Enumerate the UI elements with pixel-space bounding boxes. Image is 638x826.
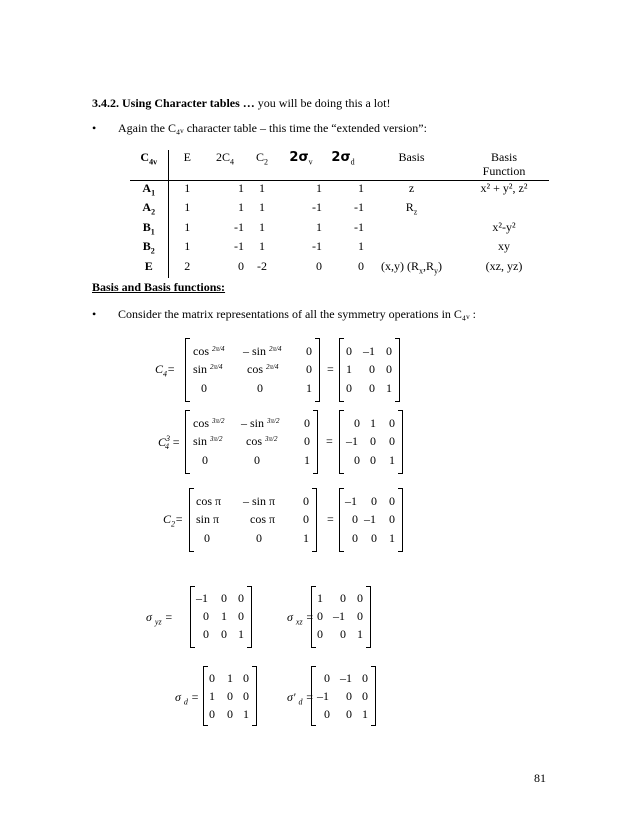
matrix-cell: 0 — [317, 627, 323, 641]
matrix-cell: 0 — [304, 416, 310, 430]
table-cell: 2 — [184, 258, 191, 273]
matrix-cell: 0 — [303, 512, 309, 526]
right-bracket — [395, 338, 400, 402]
left-bracket — [339, 410, 344, 474]
left-bracket — [311, 586, 316, 648]
table-cell: -2 — [257, 258, 267, 273]
basis-function-cell — [459, 200, 549, 219]
left-bracket — [190, 586, 195, 648]
matrix-cell: –1 — [363, 344, 375, 358]
matrix-cell: 0 — [304, 434, 310, 448]
header-basis: Basis — [398, 150, 425, 164]
left-bracket — [339, 338, 344, 402]
matrix-cell: 0 — [352, 531, 358, 545]
matrix-cell: cos $^{3\pi/2}$ — [193, 416, 225, 430]
table-cell: 1 — [259, 200, 265, 215]
irrep-label: $B_1$ — [130, 220, 168, 239]
irrep-label: E — [130, 259, 168, 278]
matrix-cell: 0 — [346, 344, 352, 358]
table-cell: 1 — [316, 219, 322, 234]
right-bracket — [398, 410, 403, 474]
matrix-cell: – sin $^{3\pi/2}$ — [241, 416, 280, 430]
table-cell: 0 — [358, 258, 364, 273]
matrix-cell: 1 — [303, 531, 309, 545]
matrix-cell: 0 — [324, 707, 330, 721]
matrix-cell: 0 — [370, 434, 376, 448]
basis-section-title: Basis and Basis functions: — [92, 280, 226, 294]
bullet-icon: • — [92, 121, 97, 135]
matrix-cell: 0 — [221, 627, 227, 641]
table-cell: -1 — [354, 219, 364, 234]
matrix-cell: 0 — [227, 689, 233, 703]
matrix-cell: 0 — [204, 531, 210, 545]
matrix-cell: 0 — [386, 362, 392, 376]
table-cell: 1 — [238, 200, 244, 215]
matrix-cell: 0 — [346, 707, 352, 721]
matrix-cell: 0 — [243, 671, 249, 685]
matrix-cell: 0 — [370, 453, 376, 467]
matrix-label: σ $_{xz}$ = — [287, 610, 314, 627]
matrix-cell: 0 — [340, 627, 346, 641]
table-cell: 1 — [358, 239, 364, 254]
matrix-cell: 0 — [243, 689, 249, 703]
matrix-cell: 0 — [352, 512, 358, 526]
matrix-cell: 0 — [371, 494, 377, 508]
section-heading — [92, 96, 390, 111]
matrix-cell: 0 — [369, 362, 375, 376]
matrix-cell: 1 — [304, 453, 310, 467]
matrix-c4-cubed — [158, 410, 488, 476]
table-cell: 1 — [184, 219, 191, 234]
matrix-cell: cos π — [250, 512, 276, 526]
table-cell: 1 — [206, 181, 244, 201]
matrix-cell: 0 — [346, 381, 352, 395]
table-cell: 1 — [184, 200, 191, 215]
character-table — [130, 150, 549, 278]
irrep-label: $A_2$ — [130, 200, 168, 219]
matrix-cell: 1 — [306, 381, 312, 395]
matrix-cell: 0 — [306, 362, 312, 376]
table-cell: 1 — [259, 239, 265, 254]
right-bracket — [371, 666, 376, 726]
matrix-cell: 0 — [202, 453, 208, 467]
table-row — [130, 220, 549, 239]
matrix-cell: –1 — [340, 671, 352, 685]
table-row — [130, 200, 549, 219]
matrix-cell: 1 — [209, 689, 215, 703]
table-cell: 1 — [168, 181, 206, 201]
right-bracket — [252, 666, 257, 726]
basis-cell — [364, 239, 459, 258]
matrix-cell: 0 — [389, 512, 395, 526]
matrix-cell: 1 — [227, 671, 233, 685]
matrix-cell: – sin $^{2\pi/4}$ — [243, 344, 282, 358]
header-group: $C_{4v}$ — [130, 150, 168, 181]
matrix-cell: 1 — [243, 707, 249, 721]
table-cell: 0 — [238, 258, 244, 273]
matrix-cell: sin $^{3\pi/2}$ — [193, 434, 223, 448]
bullet-item — [92, 307, 552, 323]
matrix-cell: 0 — [238, 609, 244, 623]
matrix-sigma-xz — [287, 586, 407, 652]
header-e: E — [183, 150, 191, 164]
basis-function-cell: xy — [498, 239, 510, 254]
matrix-cell: sin π — [196, 512, 220, 526]
matrix-cell: 0 — [362, 671, 368, 685]
matrix-cell: 0 — [389, 434, 395, 448]
right-bracket — [366, 586, 371, 648]
irrep-label: $A_1$ — [130, 181, 168, 201]
matrix-label: $C_2=$ — [163, 512, 184, 529]
matrix-cell: 1 — [221, 609, 227, 623]
matrix-c2 — [163, 488, 493, 554]
header-c2: $C_2$ — [255, 150, 268, 167]
matrix-cell: 0 — [324, 671, 330, 685]
section-heading-bold: 3.4.2. Using Character tables … — [92, 96, 255, 110]
matrix-cell: 1 — [389, 531, 395, 545]
header-2c4: $2C_4$ — [215, 150, 234, 167]
basis-function-cell: x² + y², z² — [459, 181, 549, 201]
matrix-cell: 0 — [221, 591, 227, 605]
matrix-cell: 0 — [227, 707, 233, 721]
matrix-cell: 0 — [371, 531, 377, 545]
matrix-cell: 0 — [256, 531, 262, 545]
right-bracket — [315, 338, 320, 402]
table-header-row — [130, 150, 549, 181]
header-2sd: $2\sigma_d$ — [331, 150, 355, 167]
basis-function-cell: x²-y² — [492, 219, 516, 234]
matrix-cell: 0 — [306, 344, 312, 358]
matrix-cell: 1 — [346, 362, 352, 376]
basis-function-cell: (xz, yz) — [485, 258, 523, 273]
matrix-cell: 0 — [362, 689, 368, 703]
matrix-cell: –1 — [196, 591, 208, 605]
table-row — [130, 239, 549, 258]
left-bracket — [339, 488, 344, 552]
matrix-cell: sin $^{2\pi/4}$ — [193, 362, 223, 376]
right-bracket — [313, 410, 318, 474]
matrix-cell: 0 — [203, 627, 209, 641]
table-cell: 1 — [280, 181, 322, 201]
matrix-cell: 0 — [238, 591, 244, 605]
matrix-cell: 0 — [346, 689, 352, 703]
matrix-cell: – sin π — [243, 494, 276, 508]
matrix-label: σ $_{yz}$ = — [146, 610, 173, 627]
header-2sv: $2\sigma_v$ — [289, 150, 313, 167]
bullet-text: Again the C₄ᵥ character table – this time the “extended version”: — [118, 121, 427, 135]
table-cell: 1 — [244, 181, 280, 201]
table-cell: -1 — [354, 200, 364, 215]
matrix-cell: 0 — [357, 591, 363, 605]
basis-cell — [364, 220, 459, 239]
matrix-cell: –1 — [345, 494, 357, 508]
irrep-label: $B_2$ — [130, 239, 168, 258]
bullet-item — [92, 121, 552, 137]
matrix-cell: 1 — [389, 453, 395, 467]
table-cell: -1 — [234, 219, 244, 234]
matrix-cell: 1 — [386, 381, 392, 395]
matrix-cell: cos $^{3\pi/2}$ — [246, 434, 278, 448]
matrix-sigma-prime-d — [287, 666, 407, 732]
table-cell: -1 — [234, 239, 244, 254]
basis-cell: $R_z$ — [405, 200, 418, 217]
matrix-cell: –1 — [333, 609, 345, 623]
matrix-sigma-yz — [146, 586, 276, 652]
matrix-cell: 1 — [317, 591, 323, 605]
matrix-cell: 0 — [369, 381, 375, 395]
matrix-sigma-d — [175, 666, 275, 732]
matrix-cell: 0 — [257, 381, 263, 395]
matrix-c4 — [155, 338, 485, 404]
matrix-cell: 0 — [254, 453, 260, 467]
matrix-cell: –1 — [346, 434, 358, 448]
table-cell: -1 — [312, 239, 322, 254]
matrix-cell: 0 — [209, 671, 215, 685]
bullet-text: Consider the matrix representations of all the symmetry operations in C₄ᵥ : — [118, 307, 476, 321]
table-row — [130, 181, 549, 201]
table-cell: 0 — [316, 258, 322, 273]
table-cell: 1 — [184, 239, 191, 254]
matrix-cell: –1 — [317, 689, 329, 703]
matrix-cell: cos π — [196, 494, 222, 508]
matrix-cell: 0 — [203, 609, 209, 623]
matrix-cell: 0 — [389, 416, 395, 430]
matrix-cell: 1 — [370, 416, 376, 430]
matrix-cell: 1 — [362, 707, 368, 721]
matrix-label: $C_4=$ — [155, 362, 176, 379]
table-row — [130, 259, 549, 278]
matrix-label: σ $_d$ = — [175, 690, 200, 707]
left-bracket — [311, 666, 316, 726]
matrix-cell: 0 — [209, 707, 215, 721]
matrix-cell: 0 — [201, 381, 207, 395]
bullet-icon: • — [92, 307, 97, 321]
basis-cell: (x,y) $(R_x,R_y)$ — [380, 258, 442, 275]
matrix-cell: cos $^{2\pi/4}$ — [193, 344, 225, 358]
matrix-cell: 0 — [303, 494, 309, 508]
matrix-cell: 0 — [357, 609, 363, 623]
table-cell: -1 — [312, 200, 322, 215]
left-bracket — [203, 666, 208, 726]
equals-sign: = — [326, 434, 333, 448]
matrix-cell: 0 — [354, 453, 360, 467]
matrix-cell: 0 — [317, 609, 323, 623]
header-basis-function: Basis Function — [482, 150, 526, 178]
section-heading-rest: you will be doing this a lot! — [254, 96, 391, 110]
matrix-cell: 0 — [386, 344, 392, 358]
left-bracket — [185, 338, 190, 402]
table-cell: 1 — [322, 181, 364, 201]
matrix-cell: cos $^{2\pi/4}$ — [247, 362, 279, 376]
matrix-cell: 0 — [354, 416, 360, 430]
left-bracket — [185, 410, 190, 474]
right-bracket — [398, 488, 403, 552]
matrix-cell: 1 — [238, 627, 244, 641]
equals-sign: = — [327, 362, 334, 376]
matrix-cell: –1 — [364, 512, 376, 526]
matrix-cell: 0 — [340, 591, 346, 605]
matrix-cell: 1 — [357, 627, 363, 641]
matrix-label: σ' $_d$ = — [287, 690, 314, 707]
matrix-cell: 0 — [389, 494, 395, 508]
basis-cell: z — [364, 181, 459, 201]
table-cell: 1 — [259, 219, 265, 234]
left-bracket — [189, 488, 194, 552]
page-number: 81 — [534, 771, 546, 785]
equals-sign: = — [327, 512, 334, 526]
right-bracket — [312, 488, 317, 552]
matrix-label: $C^3_4$ = — [158, 434, 181, 452]
right-bracket — [247, 586, 252, 648]
